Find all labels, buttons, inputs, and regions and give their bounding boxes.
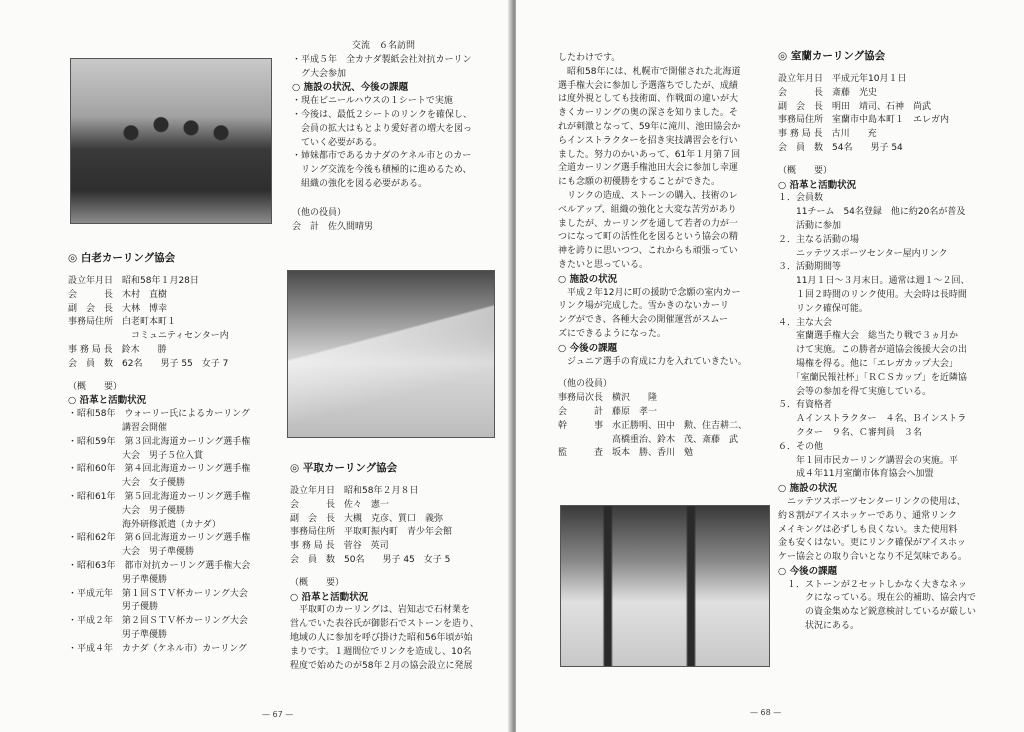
officer-line: 高橋重治、鈴木 茂、斎藤 武 bbox=[558, 434, 739, 445]
info-line: 事務局住所 平取町振内町 青少年会館 bbox=[290, 527, 453, 538]
history-line: ・平成２年 第２回ＳＴＶ杯カーリング大会 bbox=[68, 616, 248, 627]
text-line: １．ストーンが２セットしかなく大きなネッ bbox=[778, 579, 967, 590]
history-line: 大会 女子優勝 bbox=[68, 478, 186, 489]
info-line: 事 務 局 長 古川 充 bbox=[778, 129, 877, 140]
left-col-top bbox=[292, 40, 472, 234]
history-line: 程度で始めたのが58年２月の協会設立に発展 bbox=[290, 660, 473, 671]
history-heading: ○ 沿革と活動状況 bbox=[290, 591, 369, 603]
item-line: ニッテツスポーツセンター屋内リンク bbox=[778, 248, 948, 259]
item-line: 室蘭選手権大会 総当たり戦で３ヵ月か bbox=[778, 331, 959, 342]
facility-heading: ○ 施設の状況 bbox=[558, 273, 618, 285]
hiratori-section bbox=[290, 460, 479, 673]
history-line: 大会 男子優勝 bbox=[68, 505, 186, 516]
info-line: 副 会 長 大林 博幸 bbox=[68, 303, 168, 314]
text-line: ニッテツスポーツセンターリンクの使用は、 bbox=[778, 496, 966, 507]
history-line: ・昭和62年 第６回北海道カーリング選手権 bbox=[68, 533, 251, 544]
outline-label: （概 要） bbox=[68, 381, 123, 392]
history-line: ・平成元年 第１回ＳＴＶ杯カーリング大会 bbox=[68, 588, 248, 599]
other-officers-label: （他の役員） bbox=[558, 379, 613, 390]
text-line: 交流 ６名訪問 bbox=[352, 41, 416, 51]
info-line: 設立年月日 昭和58年１月28日 bbox=[68, 276, 199, 286]
item-line: ６．その他 bbox=[778, 441, 824, 452]
info-line: 会 員 数 50名 男子 45 女子 5 bbox=[290, 554, 451, 565]
history-line: ・昭和58年 ウォーリー氏によるカーリング bbox=[68, 409, 250, 420]
text-line: 全道カーリング選手権池田大会に参加し幸運 bbox=[558, 163, 738, 174]
item-line: 年１回市民カーリング講習会の実施。平 bbox=[778, 455, 958, 466]
item-line: リンク確保可能。 bbox=[778, 303, 868, 314]
info-line: 事 務 局 長 鈴木 勝 bbox=[68, 344, 167, 355]
shiraoi-section bbox=[68, 250, 250, 657]
indoor-rink-photo bbox=[560, 505, 770, 667]
info-line: 会 員 数 62名 男子 55 女子 7 bbox=[68, 358, 229, 369]
text-line: ベルアップ、組織の強化と大変な苦労があり bbox=[558, 204, 737, 215]
text-line: ・今後は、最低２シートのリンクを確保し、 bbox=[292, 109, 472, 120]
text-line: 昭和58年には、札幌市で開催された北海道 bbox=[558, 66, 741, 77]
history-line: 大会 男子準優勝 bbox=[68, 547, 195, 558]
item-line: Ａインストラクター ４名、Ｂインストラ bbox=[778, 414, 967, 425]
info-line: 事務局住所 白老町本町１ bbox=[68, 317, 177, 328]
history-line: 平取町のカーリングは、岩知志で石材業を bbox=[290, 605, 470, 616]
text-line: つになって町の活性化を図るという協会の精 bbox=[558, 232, 739, 243]
item-line: 会等の参加を得て実施している。 bbox=[778, 386, 932, 397]
item-line: 成４年11月室蘭市体育協会へ加盟 bbox=[778, 469, 934, 480]
text-line: 組織の強化を図る必要がある。 bbox=[292, 178, 428, 189]
text-line: ・姉妹都市であるカナダのケネル市とのカー bbox=[292, 151, 472, 162]
info-line: 副 会 長 大槻 克彦、質口 義弥 bbox=[290, 513, 444, 524]
history-line: 大会 男子５位入賞 bbox=[68, 450, 204, 461]
text-line: ました。努力のかいあって、61年１月第７回 bbox=[558, 149, 741, 160]
item-line: １回２時間のリンク使用。大会時は長時間 bbox=[778, 289, 967, 300]
item-line: 「室蘭民報社杯」「ＲＣＳカップ」を近隣協 bbox=[778, 372, 967, 383]
text-line: ていく必要がある。 bbox=[292, 137, 383, 148]
item-line: 11チーム 54名登録 他に約20名が普及 bbox=[778, 207, 966, 218]
history-line: 海外研修派遣（カナダ） bbox=[68, 519, 221, 530]
history-line: 地域の人に参加を呼び掛けた昭和56年頃が始 bbox=[290, 632, 473, 643]
text-line: れが刺激となって、59年に滝川、池田協会か bbox=[558, 121, 741, 132]
history-line: ・昭和60年 第４回北海道カーリング選手権 bbox=[68, 464, 251, 475]
history-line: ・昭和61年 第５回北海道カーリング選手権 bbox=[68, 491, 251, 502]
text-line: にも念願の初優勝をすることができた。 bbox=[558, 177, 721, 188]
text-line: 会員の拡大はもとより愛好者の増大を図っ bbox=[292, 123, 473, 134]
info-line: 設立年月日 平成元年10月１日 bbox=[778, 74, 907, 84]
text-line: らインストラクターを招き実技講習会を行い bbox=[558, 135, 738, 146]
info-line: 会 長 斎藤 光史 bbox=[778, 87, 878, 98]
text-line: リンクの造成、ストーンの購入、技術のレ bbox=[558, 190, 738, 201]
text-line: リンク場が完成した。雪かきのないカーリ bbox=[558, 301, 729, 312]
history-line: 講習会開催 bbox=[68, 422, 168, 433]
text-line: ケー協会との取り合いとなり不足気味である。 bbox=[778, 552, 968, 563]
item-line: けて実施。この勝者が道協会後援大会の出 bbox=[778, 345, 968, 356]
officer-line: 幹 事 水正勝明、田中 勲、住吉耕二、 bbox=[558, 420, 748, 431]
history-line: 営んでいた表谷氏が御影石でストーンを造り、 bbox=[290, 619, 479, 630]
item-line: ５．有資格者 bbox=[778, 400, 833, 411]
text-line: 選手権大会に参加し予選落ちでしたが、成績 bbox=[558, 80, 738, 91]
text-line: きたいと思っている。 bbox=[558, 259, 649, 270]
muroran-title: ◎ 室蘭カーリング協会 bbox=[778, 50, 886, 62]
item-line: 活動に参加 bbox=[778, 220, 842, 231]
history-line: 男子優勝 bbox=[68, 602, 159, 613]
muroran-section bbox=[778, 48, 976, 634]
text-line: ・平成５年 全カナダ製紙会社対抗カーリン bbox=[292, 54, 472, 65]
item-line: ３．活動期間等 bbox=[778, 262, 842, 273]
info-line: 事 務 局 長 菅谷 英司 bbox=[290, 541, 389, 552]
text-line: は度外視としても技術面、作戦面の違いが大 bbox=[558, 94, 739, 105]
group-photo bbox=[70, 58, 272, 224]
text-line: ・現在ビニールハウスの１シートで実施 bbox=[292, 96, 453, 107]
page-number-right: — 68 — bbox=[750, 708, 782, 717]
info-line: 事務局住所 室蘭市中島本町１ エレガ内 bbox=[778, 115, 950, 126]
item-line: 場権を得る。他に「エレガカップ大会」 bbox=[778, 358, 958, 369]
text-line: ジュニア選手の育成に力を入れていきたい。 bbox=[558, 356, 747, 367]
item-line: ２．主なる活動の場 bbox=[778, 234, 860, 245]
text-line: 金も安くはない。更にリンク確保がアイスホッ bbox=[778, 538, 966, 549]
info-line: 設立年月日 昭和58年２月８日 bbox=[290, 486, 419, 496]
right-col1 bbox=[558, 52, 747, 461]
future-heading: ○ 今後の課題 bbox=[778, 565, 838, 577]
text-line: 約８割がアイスホッケーであり、通常リンク bbox=[778, 510, 957, 521]
text-line: 神を誇りに思いつつ、これからも頑張ってい bbox=[558, 246, 738, 257]
history-line: ・平成４年 カナダ（ケネル市）カーリング bbox=[68, 643, 248, 654]
text-line: 平成２年12月に町の援助で念願の室内カー bbox=[558, 287, 741, 298]
text-line: グ大会参加 bbox=[292, 68, 347, 79]
officer-line: 事務局次長 横沢 隆 bbox=[558, 393, 658, 404]
outline-label: （概 要） bbox=[290, 577, 345, 588]
facility-heading: ○ 施設の状況 bbox=[778, 483, 838, 495]
text-line: クになっている。現在公的補助、協会内で bbox=[778, 593, 977, 604]
officer-line: 監 査 坂本 勝、香川 勉 bbox=[558, 448, 694, 459]
other-officers-line: 会 計 佐久間晴男 bbox=[292, 221, 374, 232]
item-line: １．会員数 bbox=[778, 193, 824, 204]
text-line: きくカーリングの奥の深さを知りました。そ bbox=[558, 108, 738, 119]
text-line: の資金集めなど鋭意検討しているが厳しい bbox=[778, 607, 977, 618]
facility-heading: ○ 施設の状況、今後の課題 bbox=[292, 82, 409, 94]
info-line: 会 長 佐々 憲一 bbox=[290, 499, 390, 510]
history-line: 男子準優勝 bbox=[68, 574, 168, 585]
other-officers-label: （他の役員） bbox=[292, 207, 347, 218]
item-line: 11月１日～３月末日。通常は週１～２回、 bbox=[778, 276, 970, 287]
text-line: 状況にある。 bbox=[778, 621, 860, 632]
text-line: したわけです。 bbox=[558, 53, 621, 63]
item-line: クター ９名、Ｃ審判員 ３名 bbox=[778, 427, 922, 438]
info-line: コミュニティセンター内 bbox=[68, 331, 229, 342]
officer-line: 会 計 藤原 孝一 bbox=[558, 406, 658, 417]
curling-rink-photo bbox=[287, 270, 495, 438]
outline-label: （概 要） bbox=[778, 165, 833, 176]
history-line: ・昭和59年 第３回北海道カーリング選手権 bbox=[68, 436, 251, 447]
history-line: ・昭和63年 都市対抗カーリング選手権大会 bbox=[68, 560, 251, 571]
text-line: メイキングは必ずしも良くない。また使用料 bbox=[778, 524, 958, 535]
history-heading: ○ 沿革と活動状況 bbox=[68, 395, 147, 407]
text-line: リング交流を今後も積極的に進めるため、 bbox=[292, 165, 472, 176]
text-line: ましたが、カーリングを通して若者の力が一 bbox=[558, 218, 738, 229]
text-line: ングができ、各種大会の開催運営がスムー bbox=[558, 315, 729, 326]
future-heading: ○ 今後の課題 bbox=[558, 342, 618, 354]
history-heading: ○ 沿革と活動状況 bbox=[778, 179, 857, 191]
info-line: 副 会 長 明田 靖司、石神 尚武 bbox=[778, 101, 932, 112]
right-page bbox=[516, 0, 1024, 732]
hiratori-title: ◎ 平取カーリング協会 bbox=[290, 462, 398, 474]
history-line: まりです。１週間位でリンクを造成し、10名 bbox=[290, 646, 472, 657]
info-line: 会 長 木村 直樹 bbox=[68, 289, 168, 300]
text-line: ズにできるようになった。 bbox=[558, 328, 667, 339]
shiraoi-title: ◎ 白老カーリング協会 bbox=[68, 252, 176, 264]
info-line: 会 員 数 54名 男子 54 bbox=[778, 142, 903, 153]
item-line: ４．主な大会 bbox=[778, 317, 833, 328]
history-line: 男子準優勝 bbox=[68, 629, 168, 640]
page-number-left: — 67 — bbox=[262, 710, 294, 719]
